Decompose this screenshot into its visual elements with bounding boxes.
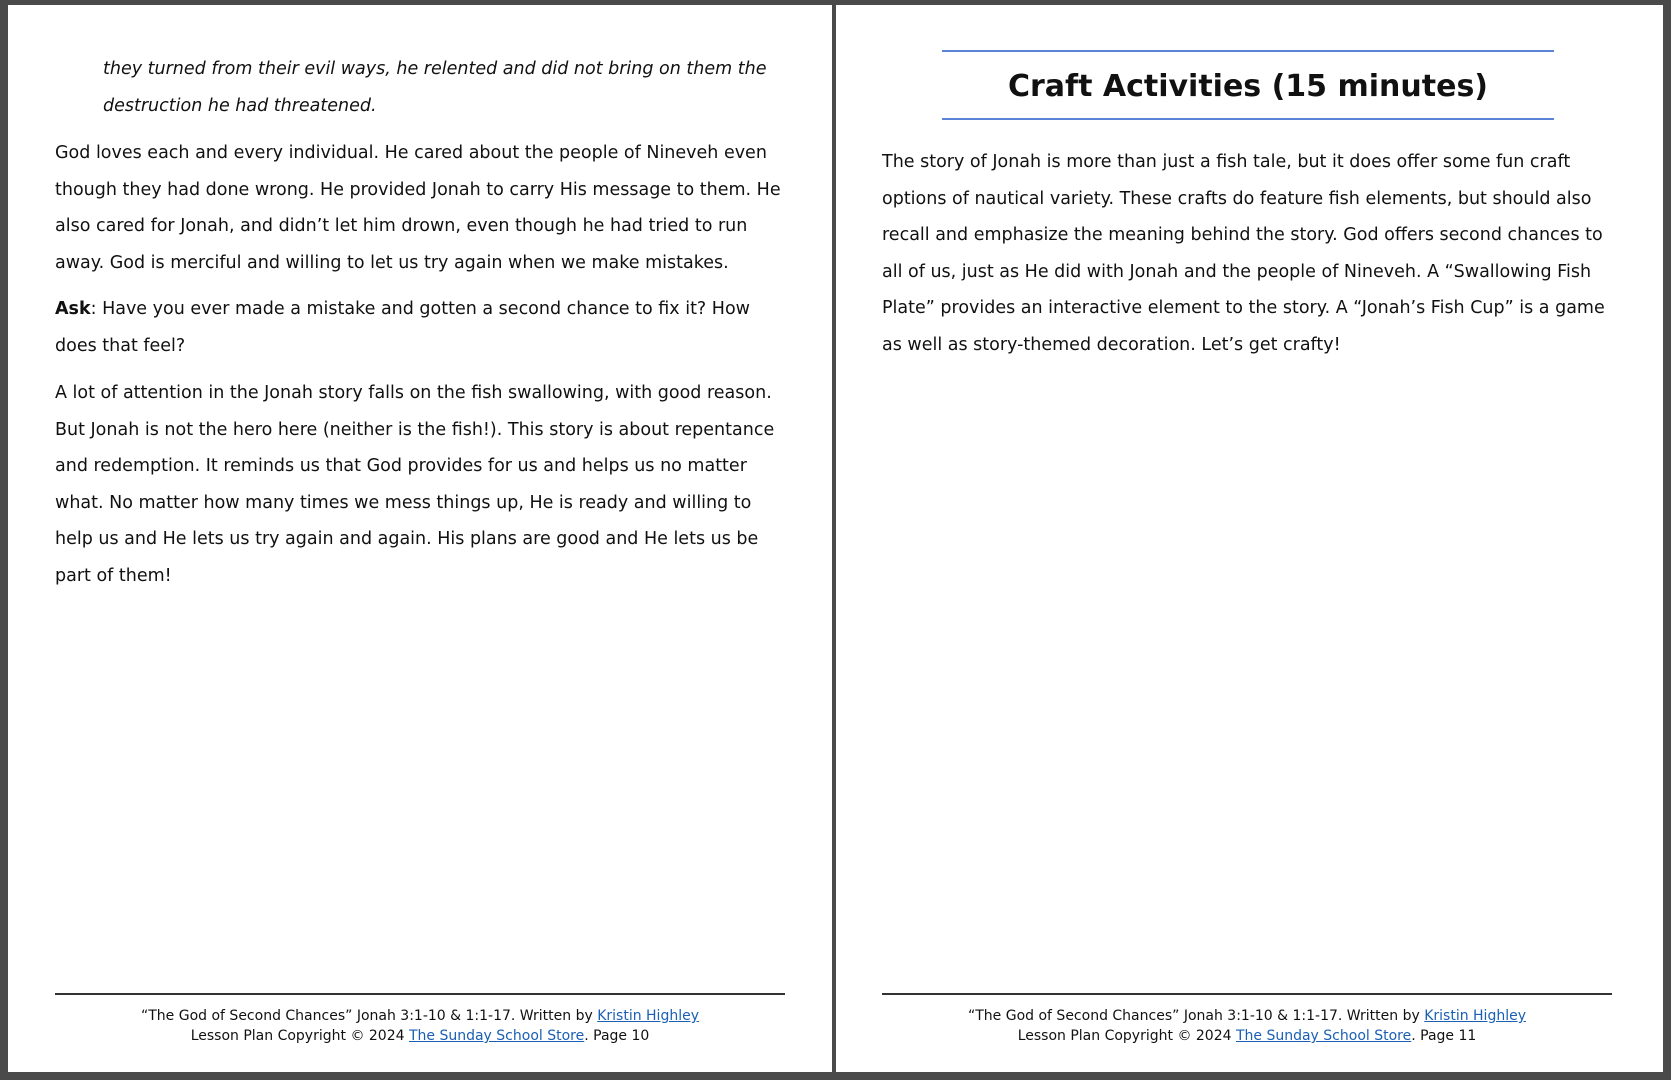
footer-line-1 xyxy=(882,1006,1612,1026)
ask-paragraph xyxy=(55,291,793,364)
paragraph-attention xyxy=(55,375,793,594)
paragraph-god-loves xyxy=(55,135,793,281)
craft-intro-paragraph xyxy=(882,144,1627,363)
footer-credit-text: “The God of Second Chances” Jonah 3:1-10 & 1:1-17. Written by xyxy=(968,1008,1425,1024)
ask-label: Ask xyxy=(55,299,91,319)
footer-divider xyxy=(55,993,785,995)
store-link[interactable]: The Sunday School Store xyxy=(408,1028,585,1044)
ask-question xyxy=(55,291,793,364)
scripture-quote xyxy=(103,51,803,125)
document-page-10 xyxy=(8,5,832,1072)
paragraph-text: The story of Jonah is more than just a fish tale, but it does offer some fun craft options of nautical variety. These crafts do feature fish elements, but should also recall and emphasize the meaning behind the story. God offers second chances to all of us, just as He did with Jonah and the people of Nineveh. A “Swallowing Fish Plate” provides an interactive element to the story. A “Jonah’s Fish Cup” is a game as well as story-themed decoration. Let’s get crafty! xyxy=(882,152,1605,355)
page-number: . Page 10 xyxy=(584,1028,650,1044)
footer-divider xyxy=(882,993,1612,995)
footer-line-1 xyxy=(55,1006,785,1026)
footer-credit-text: “The God of Second Chances” Jonah 3:1-10 & 1:1-17. Written by xyxy=(141,1008,598,1024)
paragraph-text: God loves each and every individual. He cared about the people of Nineveh even though they had done wrong. He provided Jonah to carry His message to them. He also cared for Jonah, and didn’t let him drown, even though he had tried to run away. God is merciful and willing to let us try again when we make mistakes. xyxy=(55,143,781,273)
title-rule-bottom xyxy=(942,118,1554,120)
page-footer xyxy=(882,1006,1612,1046)
section-title: Craft Activities (15 minutes) xyxy=(1007,69,1489,104)
title-rule-top xyxy=(942,50,1554,52)
page-footer xyxy=(55,1006,785,1046)
store-link[interactable]: The Sunday School Store xyxy=(1235,1028,1412,1044)
author-link[interactable]: Kristin Highley xyxy=(1424,1008,1526,1024)
ask-text: : Have you ever made a mistake and gotten a second chance to fix it? How does that feel? xyxy=(55,299,750,356)
page-number: . Page 11 xyxy=(1411,1028,1477,1044)
footer-copyright-text: Lesson Plan Copyright © 2024 xyxy=(190,1028,409,1044)
quote-line-2: destruction he had threatened. xyxy=(103,96,377,116)
footer-copyright-text: Lesson Plan Copyright © 2024 xyxy=(1017,1028,1236,1044)
document-page-11 xyxy=(836,5,1663,1072)
paragraph-text: A lot of attention in the Jonah story falls on the fish swallowing, with good reason. But Jonah is not the hero here (neither is the fish!). This story is about repentance and redemption. It reminds us that God provides for us and helps us no matter what. No matter how many times we mess things up, He is ready and willing to help us and He lets us try again and again. His plans are good and He lets us be part of them! xyxy=(55,383,775,586)
footer-line-2 xyxy=(55,1026,785,1046)
author-link[interactable]: Kristin Highley xyxy=(597,1008,699,1024)
footer-line-2 xyxy=(882,1026,1612,1046)
quote-line-1: they turned from their evil ways, he relented and did not bring on them the xyxy=(103,59,767,79)
